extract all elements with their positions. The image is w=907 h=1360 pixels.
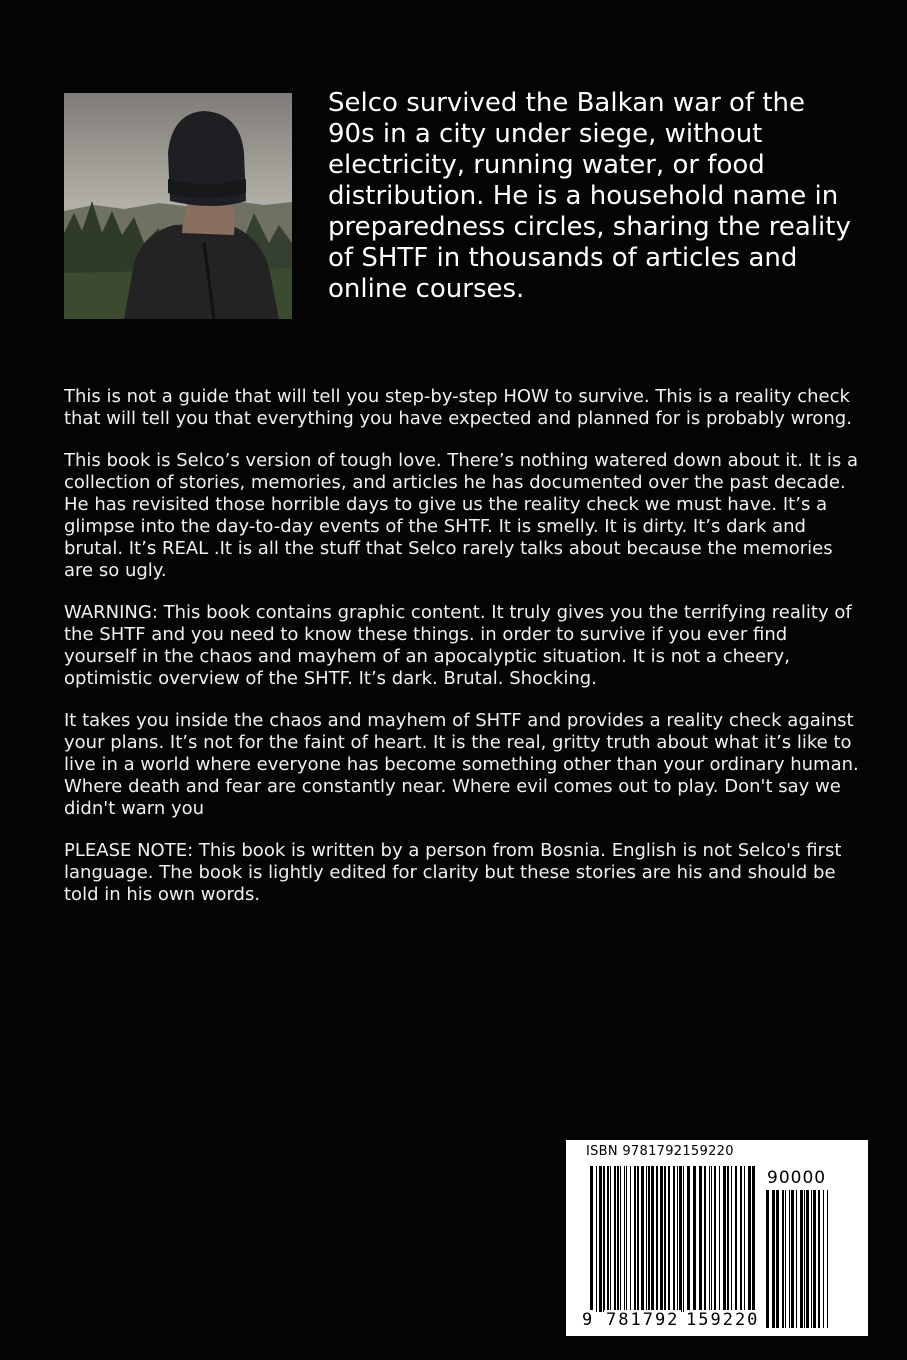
barcode-bar: [711, 1166, 712, 1312]
barcode-bar: [607, 1166, 609, 1312]
description-paragraph-5: PLEASE NOTE: This book is written by a person from Bosnia. English is not Selco's first language. The book is lightly edited for clarity but these stories are his and should be told in his own words.: [64, 840, 842, 905]
isbn-label: ISBN 9781792159220: [586, 1144, 734, 1159]
barcode-bar: [766, 1190, 769, 1328]
barcode-bar: [656, 1166, 658, 1312]
barcode-digits-right: 159220: [686, 1310, 760, 1330]
description-paragraph-3: WARNING: This book contains graphic content. It truly gives you the terrifying reality of the SHTF and you need to know these things. in order to survive if you ever find yourself in the chaos and mayhem of an apocalyptic situation. It is not a cheery, optimistic overview of the SHTF. It’s dark. Brutal. Shocking.: [64, 602, 852, 689]
barcode-bar: [704, 1166, 706, 1312]
barcode-bar: [610, 1166, 611, 1312]
barcode-bar: [789, 1190, 790, 1328]
barcode-bar: [679, 1166, 682, 1312]
barcode-bar: [699, 1166, 702, 1312]
barcode-digit-first: 9: [582, 1310, 593, 1330]
barcode-bar: [748, 1166, 751, 1312]
barcode-bar: [709, 1166, 710, 1312]
barcode-bar: [634, 1166, 636, 1312]
barcode-bar: [626, 1166, 627, 1312]
barcode-bar: [735, 1166, 737, 1312]
barcode-bar: [719, 1166, 720, 1312]
barcode-bar: [648, 1166, 650, 1312]
author-photo: [64, 93, 292, 319]
barcode-bar: [624, 1166, 625, 1312]
barcode-bar: [800, 1190, 803, 1328]
barcode-bar: [651, 1166, 654, 1312]
barcode-bar: [827, 1190, 828, 1328]
barcode-bar: [687, 1166, 690, 1312]
barcode-bar: [668, 1166, 670, 1312]
barcode-bar: [776, 1190, 779, 1328]
description-paragraph-2: This book is Selco’s version of tough love. There’s nothing watered down about it. It is a collection of stories, memories, and articles he has documented over the past decade. He has revisited those horrible days to give us the reality check we must have. It’s a glimpse into the day-to-day events of the SHTF. It is smelly. It is dirty. It’s dark and brutal. It’s REAL .It is all the stuff that Selco rarely talks about because the memories are so ugly.: [64, 450, 858, 581]
barcode-bar: [677, 1166, 678, 1312]
barcode-bar: [791, 1190, 794, 1328]
barcode-bar: [740, 1166, 742, 1312]
barcode-bar: [599, 1166, 602, 1312]
barcode-bar: [731, 1166, 732, 1312]
isbn-barcode: [566, 1140, 868, 1336]
book-description: [64, 386, 864, 926]
barcode-bar: [620, 1166, 621, 1312]
barcode-bar: [603, 1166, 605, 1312]
barcode-bar: [723, 1166, 726, 1312]
barcode-bar: [782, 1190, 784, 1328]
barcode-bar: [683, 1166, 684, 1312]
description-paragraph-1: This is not a guide that will tell you step-by-step HOW to survive. This is a reality check that will tell you that everything you have expected and planned for is probably wrong.: [64, 386, 852, 429]
barcode-bar: [660, 1166, 663, 1312]
barcode-bar: [727, 1166, 729, 1312]
barcode-bar: [630, 1166, 631, 1312]
barcode-bar: [823, 1190, 824, 1328]
barcode-bar: [818, 1190, 820, 1328]
barcode-bar: [596, 1166, 597, 1312]
barcode-digits-left: 781792: [606, 1310, 680, 1330]
barcode-bar: [813, 1190, 816, 1328]
barcode-bar: [614, 1166, 616, 1312]
barcode-bar: [641, 1166, 644, 1312]
barcode-bar: [796, 1190, 797, 1328]
barcode-bar: [693, 1166, 696, 1312]
barcode-bar: [744, 1166, 745, 1312]
description-paragraph-4: It takes you inside the chaos and mayhem of SHTF and provides a reality check against your plans. It’s not for the faint of heart. It is the real, gritty truth about what it’s like to live in a world where everyone has become something other than your ordinary human. Where death and fear are constantly near. Where evil comes out to play. Don't say we didn't warn you: [64, 710, 859, 819]
author-bio: Selco survived the Balkan war of the 90s in a city under siege, without electricity, running water, or food distribution. He is a household name in preparedness circles, sharing the reality of SHTF in thousands of articles and online courses.: [328, 88, 851, 304]
barcode-bar: [664, 1166, 666, 1312]
barcode-bar: [617, 1166, 619, 1312]
barcode-bar: [772, 1190, 775, 1328]
author-photo-illustration: [64, 93, 292, 319]
barcode-bar: [811, 1190, 812, 1328]
barcode-bar: [637, 1166, 639, 1312]
barcode-bar: [785, 1190, 786, 1328]
barcode-bar: [752, 1166, 755, 1312]
barcode-bar: [806, 1190, 809, 1328]
price-code: 90000: [767, 1168, 827, 1188]
barcode-bar: [714, 1166, 716, 1312]
barcode-bar: [646, 1166, 647, 1312]
barcode-bar: [673, 1166, 675, 1312]
barcode-bar: [804, 1190, 805, 1328]
barcode-bar: [590, 1166, 593, 1312]
